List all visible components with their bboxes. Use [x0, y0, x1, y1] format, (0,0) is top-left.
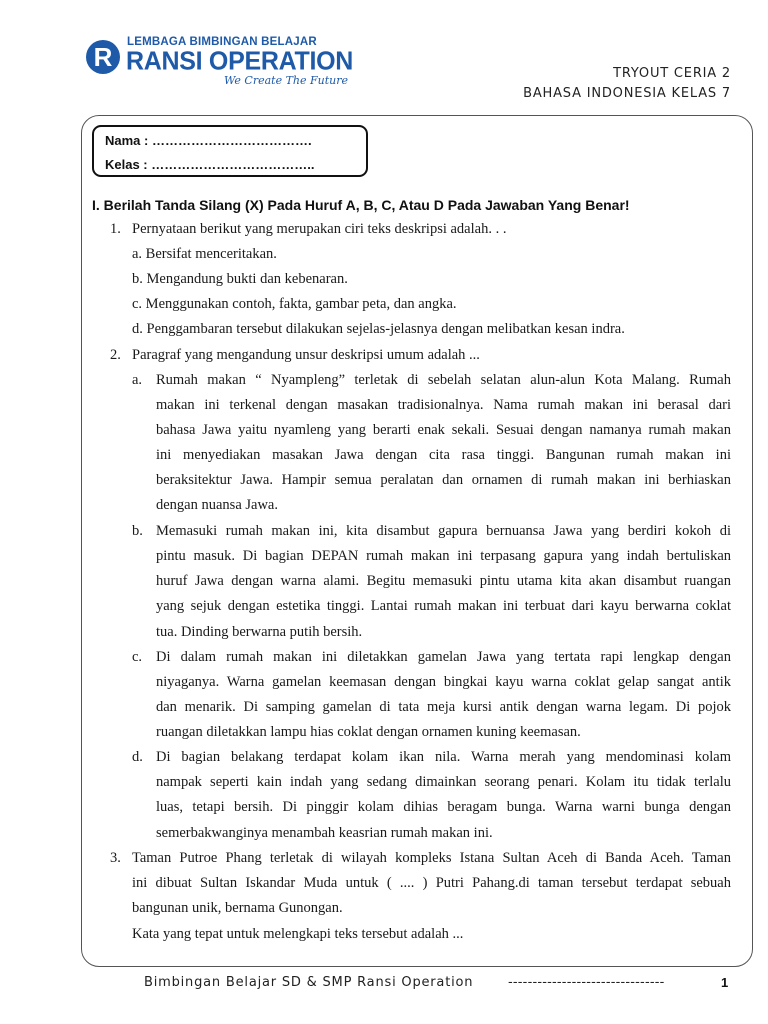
q2-option-a-line: makan ini terkenal dengan masakan tradisionalnya. Nama rumah makan ini berasal dari [156, 397, 731, 413]
q1-option-a: a. Bersifat menceritakan. [132, 246, 277, 262]
q2-text: Paragraf yang mengandung unsur deskripsi umum adalah ... [132, 347, 480, 363]
logo-letter: R [93, 42, 113, 72]
q3-prompt: Kata yang tepat untuk melengkapi teks tersebut adalah ... [132, 926, 464, 942]
q2-option-c-line: niyaganya. Warna gamelan keemasan dengan bingkai kayu warna coklat gelap sangat antik [156, 674, 731, 690]
q2-option-b-line: tua. Dinding berwarna putih bersih. [156, 624, 363, 640]
q2-option-a-line: bahasa Jawa yaitu nyamleng yang berarti enak sekali. Sesuai dengan namanya rumah makan [156, 422, 731, 438]
page-number: 1 [721, 975, 729, 990]
q1-number: 1. [110, 221, 121, 237]
q2-option-c-line: Di dalam rumah makan ini diletakkan gamelan Jawa yang tertata rapi lengkap dengan [156, 649, 731, 665]
q3-line: bangunan unik, bernama Gunongan. [132, 900, 343, 916]
class-field: Kelas : ……………………………….. [105, 157, 315, 172]
q2-number: 2. [110, 347, 121, 363]
q2-option-a-line: ini menyediakan masakan Jawa dengan cita rasa tinggi. Bangunan rumah makan ini [156, 447, 731, 463]
q2-option-b-line: pintu masuk. Di bagian DEPAN rumah makan ini terpasang gapura yang indah bertuliskan [156, 548, 731, 564]
q2-option-c-line: ruangan diletakkan lampu hias coklat dengan ornamen kuning keemasan. [156, 724, 581, 740]
q2-option-d-line: nampak seperti kain indah yang sedang dimainkan seorang penari. Kolam itu tidak terlalu [156, 774, 731, 790]
q2-option-a-line: beraksitektur Jawa. Hampir semua peralatan dan ornamen di rumah makan ini berhiaskan [156, 472, 731, 488]
q2-option-b-line: yang sejuk dengan estetika tinggi. Lantai rumah makan ini terbuat dari kayu berwarna coklat [156, 598, 731, 614]
q2-option-d-letter: d. [132, 749, 143, 765]
q2-option-b-line: Memasuki rumah makan ini, kita disambut gapura bernuansa Jawa yang berdiri kokoh di [156, 523, 731, 539]
q1-option-c: c. Menggunakan contoh, fakta, gambar peta, dan angka. [132, 296, 457, 312]
q1-option-b: b. Mengandung bukti dan kebenaran. [132, 271, 348, 287]
q2-option-a-line: Rumah makan “ Nyampleng” terletak di sebelah selatan alun-alun Kota Malang. Rumah [156, 372, 731, 388]
q1-option-d: d. Penggambaran tersebut dilakukan sejelas-jelasnya dengan melibatkan kesan indra. [132, 321, 625, 337]
org-tagline: We Create The Future [224, 74, 349, 87]
q2-option-c-line: dan menarik. Di samping gamelan di tata meja kursi antik dengan warna legam. Di pojok [156, 699, 731, 715]
q2-option-b-letter: b. [132, 523, 143, 539]
exam-title: TRYOUT CERIA 2 [613, 66, 731, 81]
name-field: Nama : ………………………………. [105, 133, 312, 148]
q2-option-a-letter: a. [132, 372, 143, 388]
org-name: RANSI OPERATION [126, 46, 353, 76]
q2-option-c-letter: c. [132, 649, 143, 665]
q2-option-d-line: luas, tetapi bersih. Di pinggir kolam dihias beragam bunga. Warna warni bunga dengan [156, 799, 731, 815]
q2-option-a-line: dengan nuansa Jawa. [156, 497, 278, 513]
q3-line: ini dibuat Sultan Iskandar Muda untuk ( .... ) Putri Pahang.di taman tersebut terdapat sebuah [132, 875, 731, 891]
exam-subject: BAHASA INDONESIA KELAS 7 [523, 86, 731, 101]
q2-option-b-line: huruf Jawa dengan warna alami. Begitu memasuki pintu utama kita akan disambut ruangan [156, 573, 731, 589]
q3-line: Taman Putroe Phang terletak di wilayah kompleks Istana Sultan Aceh di Banda Aceh. Taman [132, 850, 731, 866]
q2-option-d-line: semerbakwanginya menambah keasrian rumah makan ini. [156, 825, 493, 841]
org-subtitle: LEMBAGA BIMBINGAN BELAJAR [127, 36, 317, 48]
q1-text: Pernyataan berikut yang merupakan ciri teks deskripsi adalah. . . [132, 221, 507, 237]
q3-number: 3. [110, 850, 121, 866]
section-instruction: I. Berilah Tanda Silang (X) Pada Huruf A, B, C, Atau D Pada Jawaban Yang Benar! [92, 197, 630, 213]
footer-dashes: -------------------------------- [508, 975, 665, 990]
footer-text: Bimbingan Belajar SD & SMP Ransi Operation [144, 975, 474, 990]
q2-option-d-line: Di bagian belakang terdapat kolam ikan nila. Warna merah yang mendominasi kolam [156, 749, 731, 765]
